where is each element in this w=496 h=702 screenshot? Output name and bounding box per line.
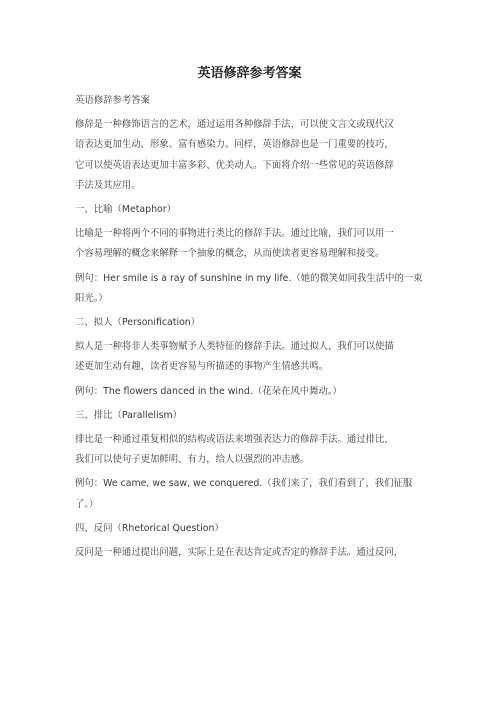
- document-subtitle: 英语修辞参考答案: [75, 95, 151, 106]
- section-body-line: 述更加生动有趣，读者更容易与所描述的事物产生情感共鸣。: [75, 361, 329, 373]
- section-personification: [75, 313, 424, 402]
- intro-line: 语表达更加生动、形象、富有感染力。同样，英语修辞也是一门重要的技巧，: [75, 139, 394, 151]
- example-line: 阳光。）: [75, 292, 108, 304]
- example-line: 了。）: [75, 498, 99, 510]
- intro-line: 手法及其应用。: [75, 179, 141, 191]
- example-line: 例句：The flowers danced in the wind.（花朵在风中舞动。）: [75, 385, 342, 397]
- section-heading: 四、反问（Rhetorical Question）: [75, 522, 224, 534]
- section-body-line: 个容易理解的概念来解释一个抽象的概念，从而使读者更容易理解和接受。: [75, 248, 385, 260]
- intro-paragraph: [75, 115, 424, 196]
- section-heading: 二、拟人（Personification）: [75, 317, 201, 329]
- document-title: 英语修辞参考答案: [197, 66, 302, 81]
- intro-line: 它可以使英语表达更加丰富多彩、优美动人。下面将介绍一些常见的英语修辞: [75, 159, 394, 171]
- section-body-line: 比喻是一种将两个不同的事物进行类比的修辞手法。通过比喻，我们可以用一: [75, 228, 394, 240]
- section-parallelism: [75, 406, 424, 515]
- section-body-line: 反问是一种通过提出问题，实际上是在表达肯定或否定的修辞手法。通过反问，: [75, 547, 404, 559]
- example-line: 例句：We came, we saw, we conquered.（我们来了，我们看到了，我们征服: [75, 478, 413, 490]
- intro-line: 修辞是一种修饰语言的艺术，通过运用各种修辞手法，可以使文言文或现代汉: [75, 119, 394, 131]
- section-body-line: 排比是一种通过重复相似的结构或语法来增强表达力的修辞手法。通过排比，: [75, 434, 394, 446]
- section-body-line: 拟人是一种将非人类事物赋予人类特征的修辞手法。通过拟人，我们可以使描: [75, 341, 394, 353]
- section-heading: 一、比喻（Metaphor）: [75, 204, 177, 216]
- example-line: 例句：Her smile is a ray of sunshine in my life.（她的微笑如同我生活中的一束: [75, 272, 423, 284]
- section-heading: 三、排比（Parallelism）: [75, 409, 183, 421]
- section-rhetorical-question: [75, 519, 424, 563]
- section-body-line: 我们可以使句子更加鲜明、有力，给人以强烈的冲击感。: [75, 454, 310, 466]
- section-metaphor: [75, 200, 424, 309]
